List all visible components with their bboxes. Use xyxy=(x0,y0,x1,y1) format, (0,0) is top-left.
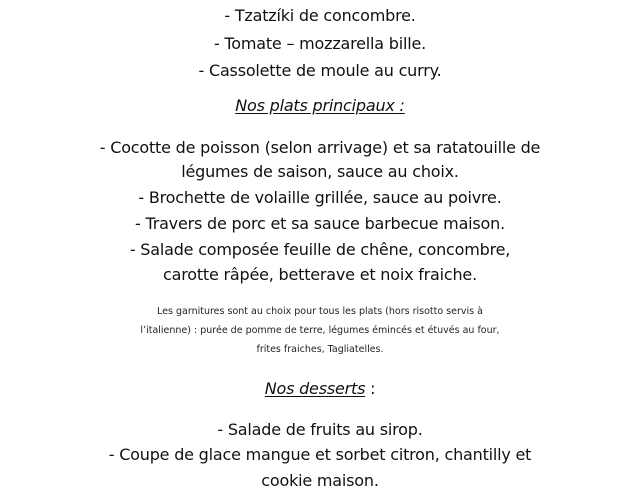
garnish-note-line: frites fraiches, Tagliatelles. xyxy=(256,344,384,355)
starter-item: - Cassolette de moule au curry. xyxy=(198,61,442,80)
main-item: - Travers de porc et sa sauce barbecue maison. xyxy=(135,214,505,233)
main-item-continuation: légumes de saison, sauce au choix. xyxy=(181,162,459,181)
desserts-heading-row xyxy=(0,379,640,399)
main-item-continuation: carotte râpée, betterave et noix fraiche. xyxy=(163,265,477,284)
desserts-heading: Nos desserts xyxy=(264,379,366,398)
starter-item: - Tzatzíki de concombre. xyxy=(224,6,416,25)
main-item: - Cocotte de poisson (selon arrivage) et sa ratatouille de xyxy=(99,138,541,157)
garnish-note-line: l’italienne) : purée de pomme de terre, légumes émincés et étuvés au four, xyxy=(140,325,500,336)
main-item: - Brochette de volaille grillée, sauce au poivre. xyxy=(138,188,502,207)
dessert-item: - Coupe de glace mangue et sorbet citron, chantilly et xyxy=(108,445,532,464)
dessert-item-continuation: cookie maison. xyxy=(261,471,379,490)
dessert-item: - Salade de fruits au sirop. xyxy=(217,420,423,439)
desserts-heading-colon: : xyxy=(365,379,376,398)
main-item: - Salade composée feuille de chêne, concombre, xyxy=(129,240,511,259)
mains-heading: Nos plats principaux : xyxy=(235,96,405,115)
starter-item: - Tomate – mozzarella bille. xyxy=(213,34,427,53)
garnish-note-line: Les garnitures sont au choix pour tous les plats (hors risotto servis à xyxy=(157,306,483,317)
